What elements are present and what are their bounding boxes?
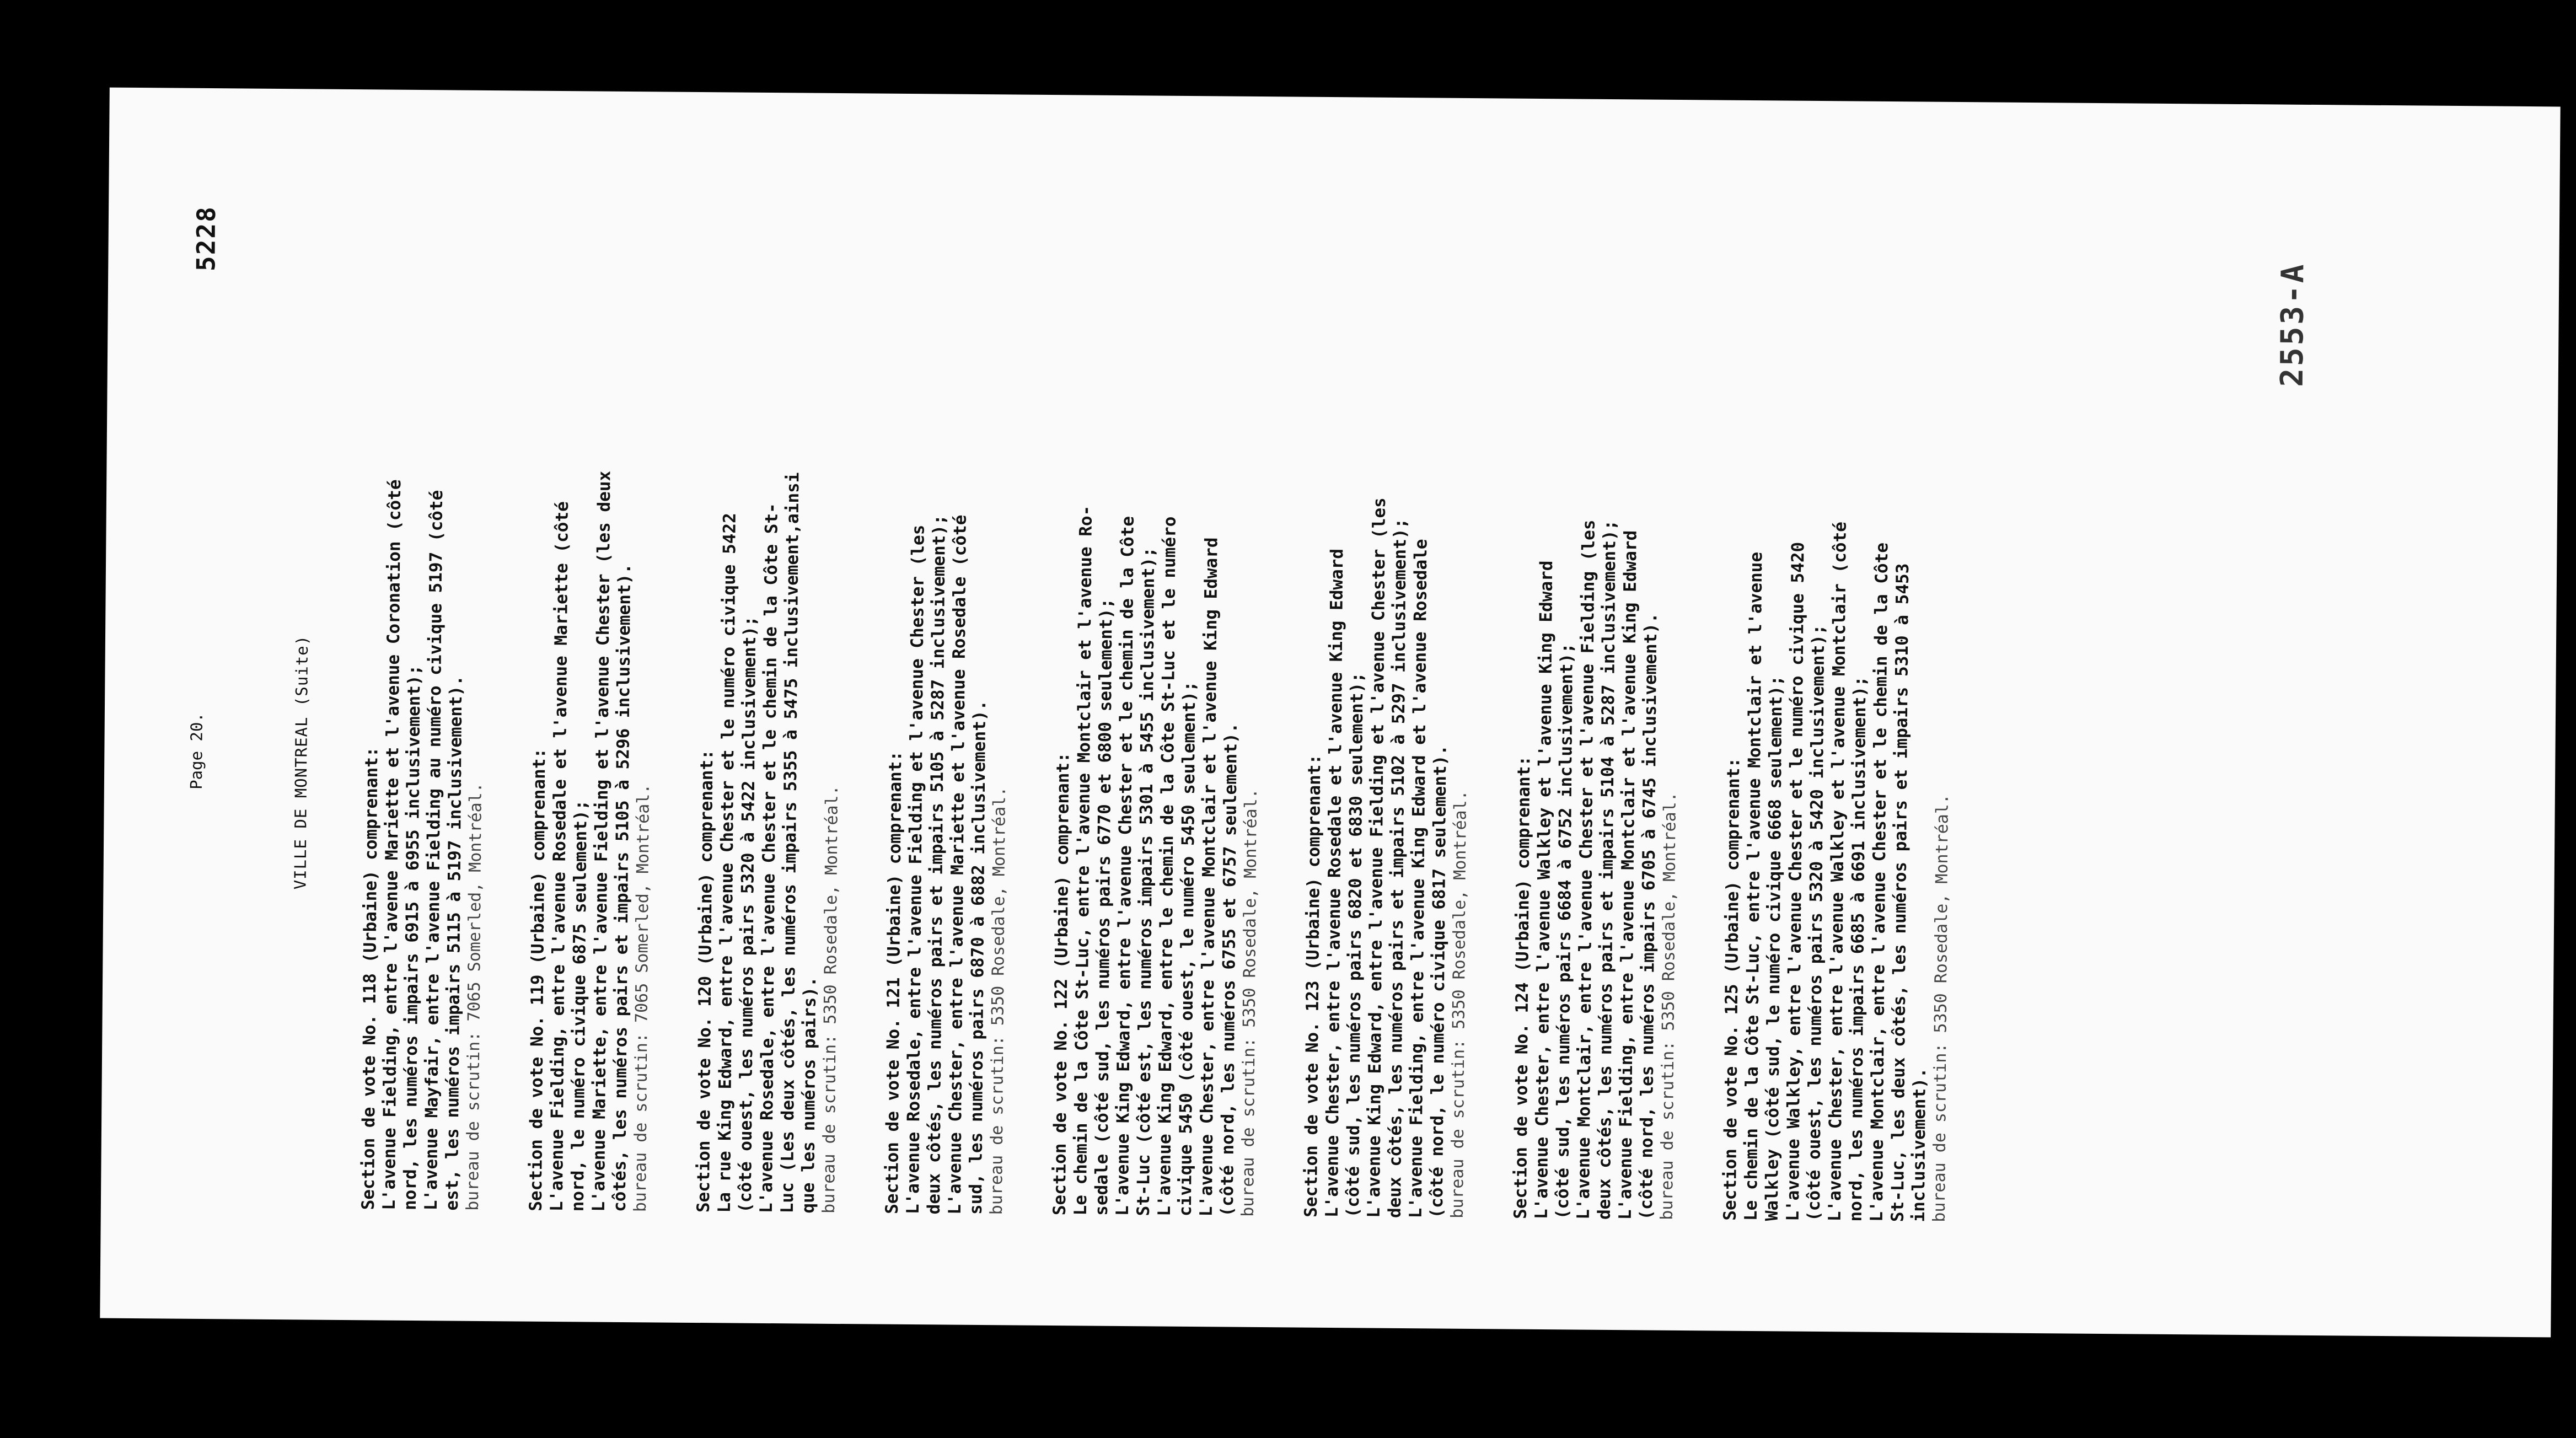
section-line: sedale (côté sud, les numéros pairs 6770 et 6800 seulement); — [1091, 598, 1117, 1216]
section-line: L'avenue Fielding, entre l'avenue Mariette et l'avenue Coronation (côté — [379, 479, 405, 1210]
section-line: nord, le numéro civique 6875 seulement); — [567, 800, 591, 1212]
section-line: Section de vote No. 125 (Urbaine) comprenant: — [1720, 757, 1744, 1221]
section-line: deux côtés, les numéros pairs et impairs 5104 à 5287 inclusivement); — [1594, 519, 1620, 1220]
voting-section — [1510, 171, 1686, 1220]
section-line: nord, les numéros impairs 6685 à 6691 inclusivement); — [1845, 676, 1870, 1222]
section-line: deux côtés, les numéros pairs et impairs 5105 à 5287 inclusivement); — [924, 514, 949, 1215]
polling-station: bureau de scrutin: 5350 Rosedale, Montréal. — [1929, 793, 1952, 1222]
section-line: (côté ouest, les numéros pairs 5320 à 5420 inclusivement); — [1804, 624, 1829, 1222]
section-line: civique 5450 (côté ouest, le numéro 5450 seulement); — [1175, 681, 1200, 1217]
document-title: VILLE DE MONTREAL (Suite) — [291, 635, 312, 890]
section-line: est, les numéros impairs 5115 à 5197 inclusivement). — [442, 675, 466, 1211]
section-line: Section de vote No. 123 (Urbaine) comprenant: — [1301, 754, 1325, 1217]
section-line: L'avenue Rosedale, entre l'avenue Fielding et l'avenue Chester (les — [903, 524, 929, 1215]
section-line: deux côtés, les numéros pairs et impairs 5102 à 5297 inclusivement); — [1384, 518, 1410, 1219]
voting-section — [1301, 170, 1477, 1219]
polling-station: bureau de scrutin: 7065 Somerled, Montréal. — [630, 784, 653, 1212]
section-line: L'avenue King Edward, entre l'avenue Chester et le chemin de la Côte — [1112, 516, 1138, 1216]
section-line: (côté nord, les numéros 6755 et 6757 seulement). — [1217, 722, 1241, 1217]
section-line: (côté ouest, les numéros pairs 5320 à 5422 inclusivement); — [735, 616, 760, 1213]
section-line: L'avenue King Edward, entre l'avenue Fielding et l'avenue Chester (les — [1364, 497, 1390, 1218]
page-label: Page 20. — [186, 712, 206, 790]
section-line: St-Luc, les deux côtés, les numéros pairs et impairs 5310 à 5453 — [1887, 563, 1913, 1222]
section-line: Section de vote No. 118 (Urbaine) comprenant: — [358, 747, 382, 1210]
section-line: côtés, les numéros pairs et impairs 5105 à 5296 inclusivement). — [609, 563, 635, 1212]
section-line: Le chemin de la Côte St-Luc, entre l'avenue Montclair et l'avenue Ro- — [1070, 505, 1096, 1216]
polling-station: bureau de scrutin: 5350 Rosedale, Montréal. — [1657, 792, 1680, 1220]
sections-list — [358, 162, 2000, 1222]
voting-section — [882, 167, 1016, 1215]
section-line: (côté sud, les numéros pairs 6684 à 6752 inclusivement); — [1552, 643, 1577, 1220]
section-line: (côté sud, les numéros pairs 6820 et 6830 seulement); — [1343, 672, 1367, 1218]
section-line: L'avenue Montclair, entre l'avenue Chester et l'avenue Fielding (les — [1573, 519, 1599, 1220]
section-line: nord, les numéros impairs 6915 à 6955 inclusivement); — [400, 664, 425, 1211]
section-line: sud, les numéros pairs 6870 à 6882 inclusivement). — [965, 700, 990, 1215]
page-number: 5228 — [191, 205, 222, 272]
section-line: L'avenue Chester, entre l'avenue Mariette et l'avenue Rosedale (côté — [944, 514, 970, 1215]
voting-section — [1720, 173, 1958, 1222]
section-line: L'avenue Walkley, entre l'avenue Chester et le numéro civique 5420 — [1783, 541, 1808, 1221]
polling-station: bureau de scrutin: 5350 Rosedale, Montréal. — [1238, 788, 1261, 1217]
section-line: St-Luc (côté est, les numéros impairs 5301 à 5455 inclusivement); — [1133, 547, 1159, 1216]
section-line: La rue King Edward, entre l'avenue Chester et le numéro civique 5422 — [714, 513, 740, 1213]
section-line: (côté nord, les numéros impairs 6705 à 6745 inclusivement). — [1636, 613, 1661, 1220]
section-line: inclusivement). — [1908, 1067, 1930, 1222]
polling-station: bureau de scrutin: 7065 Somerled, Montréal. — [463, 782, 486, 1211]
section-line: L'avenue Chester, entre l'avenue Walkley et l'avenue King Edward — [1531, 560, 1557, 1220]
section-line: L'avenue King Edward, entre le chemin de la Côte St-Luc et le numéro — [1154, 516, 1180, 1216]
voting-section — [525, 164, 659, 1212]
section-line: Section de vote No. 121 (Urbaine) comprenant: — [882, 750, 906, 1214]
section-line: Le chemin de la Côte St-Luc, entre l'avenue Montclair et l'avenue — [1741, 551, 1767, 1221]
section-line: Walkley (côté sud, le numéro civique 6668 seulement); — [1762, 675, 1786, 1221]
polling-station: bureau de scrutin: 5350 Rosedale, Montréal. — [819, 785, 842, 1214]
voting-section — [358, 162, 492, 1211]
section-line: L'avenue Rosedale, entre l'avenue Chester et le chemin de la Côte St- — [756, 503, 782, 1214]
section-line: (côté nord, le numéro civique 6817 seulement). — [1426, 744, 1451, 1219]
section-line: Section de vote No. 122 (Urbaine) comprenant: — [1049, 752, 1074, 1216]
section-line: L'avenue Fielding, entre l'avenue King Edward et l'avenue Rosedale — [1405, 539, 1431, 1219]
polling-station: bureau de scrutin: 5350 Rosedale, Montréal. — [1447, 790, 1471, 1219]
side-stamp: 2553-A — [2274, 262, 2311, 387]
section-line: L'avenue Chester, entre l'avenue Montclair et l'avenue King Edward — [1196, 537, 1222, 1217]
voting-section — [693, 165, 848, 1214]
section-line: L'avenue Fielding, entre l'avenue Montclair et l'avenue King Edward — [1615, 530, 1641, 1220]
polling-station: bureau de scrutin: 5350 Rosedale, Montréal. — [986, 786, 1010, 1215]
section-line: Luc (Les deux côtés, les numéros impairs 5355 à 5475 inclusivement,ainsi — [777, 472, 803, 1214]
paper-sheet — [100, 88, 2560, 1338]
section-line: Section de vote No. 124 (Urbaine) comprenant: — [1510, 755, 1534, 1219]
section-line: L'avenue Mariette, entre l'avenue Fielding et l'avenue Chester (les deux — [588, 470, 615, 1212]
rotated-content — [100, 88, 2560, 1338]
section-line: L'avenue Chester, entre l'avenue Walkley et l'avenue Montclair (côté — [1824, 521, 1850, 1222]
section-line: L'avenue Fielding, entre l'avenue Rosedale et l'avenue Mariette (côté — [546, 501, 572, 1212]
section-line: L'avenue Mayfair, entre l'avenue Fielding au numéro civique 5197 (côté — [421, 490, 447, 1211]
section-line: Section de vote No. 120 (Urbaine) comprenant: — [693, 749, 717, 1213]
voting-section — [1049, 168, 1267, 1217]
section-line: L'avenue Montclair, entre l'avenue Chester et le chemin de la Côte — [1866, 542, 1892, 1222]
section-line: Section de vote No. 119 (Urbaine) comprenant: — [525, 748, 550, 1211]
section-line: L'avenue Chester, entre l'avenue Rosedale et l'avenue King Edward — [1322, 548, 1348, 1218]
section-line: que les numéros pairs). — [798, 976, 820, 1214]
